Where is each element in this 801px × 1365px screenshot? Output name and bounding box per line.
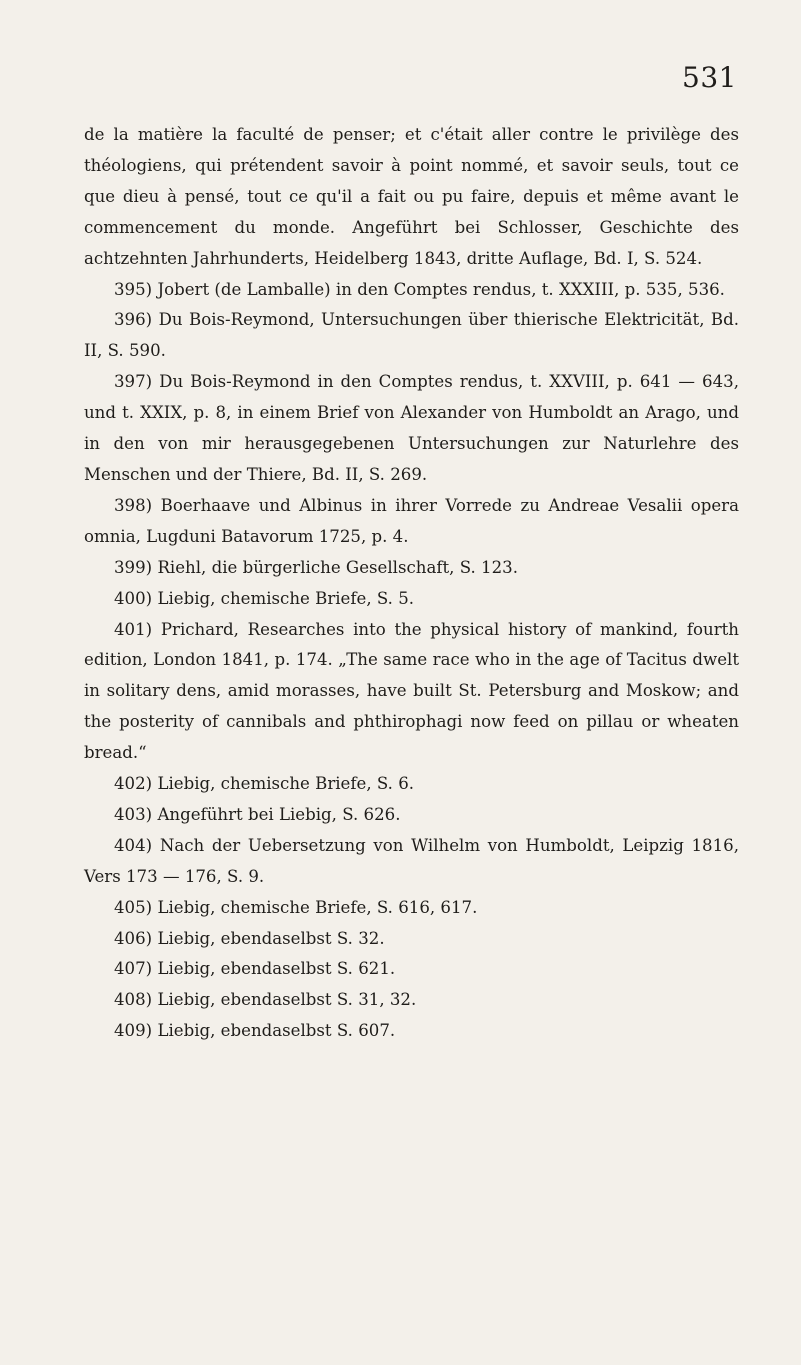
intro-paragraph: de la matière la faculté de penser; et c'était aller contre le privilège des théologiens, qui prétendent savoir à point nommé, et savoir seuls, tout ce que dieu à pensé, tout ce qu'il a fait ou pu faire, depuis et même avant le commencement du monde. Angeführt bei Schlosser, Geschichte des achtzehnten Jahrhunderts, Heidelberg 1843, dritte Auflage, Bd. I, S. 524. [84, 125, 739, 268]
note-405 [84, 893, 739, 924]
note-text: Riehl, die bürgerliche Gesellschaft, S. 123. [157, 557, 518, 577]
note-407 [84, 954, 739, 985]
note-number: 406) [114, 928, 153, 948]
note-text: Liebig, chemische Briefe, S. 5. [157, 588, 415, 608]
note-408 [84, 985, 739, 1016]
note-number: 396) [114, 310, 153, 330]
note-406 [84, 924, 739, 955]
note-number: 408) [114, 990, 153, 1010]
note-text: Prichard, Researches into the physical history of mankind, fourth edition, London 1841, p. 174. „The same race who in the age of Tacitus dwelt in solitary dens, amid morasses, have built St. Petersburg and Moskow; and the posterity of cannibals and phthirophagi now feed on pillau or wheaten bread.“ [84, 619, 739, 763]
note-text: Liebig, chemische Briefe, S. 6. [157, 774, 415, 794]
note-number: 404) [114, 835, 153, 855]
note-number: 409) [114, 1021, 153, 1041]
note-number: 403) [114, 804, 153, 824]
note-text: Du Bois-Reymond, Untersuchungen über thierische Elektricität, Bd. II, S. 590. [84, 310, 740, 361]
note-number: 398) [114, 495, 153, 515]
note-text: Liebig, chemische Briefe, S. 616, 617. [157, 897, 478, 917]
note-397 [84, 367, 739, 491]
note-401 [84, 615, 739, 770]
note-400 [84, 584, 739, 615]
note-409 [84, 1016, 739, 1047]
note-number: 401) [114, 619, 153, 639]
note-number: 402) [114, 774, 153, 794]
note-number: 400) [114, 588, 153, 608]
note-number: 397) [114, 372, 153, 392]
note-398 [84, 491, 739, 553]
note-number: 395) [114, 279, 153, 299]
note-text: Angeführt bei Liebig, S. 626. [157, 804, 401, 824]
note-text: Liebig, ebendaselbst S. 32. [157, 928, 385, 948]
note-text: Jobert (de Lamballe) in den Comptes rendus, t. XXXIII, p. 535, 536. [157, 279, 725, 299]
note-404 [84, 831, 739, 893]
note-399 [84, 553, 739, 584]
note-395 [84, 275, 739, 306]
note-text: Boerhaave und Albinus in ihrer Vorrede zu Andreae Vesalii opera omnia, Lugduni Batavorum 1725, p. 4. [84, 495, 739, 546]
note-402 [84, 769, 739, 800]
note-text: Liebig, ebendaselbst S. 31, 32. [157, 990, 417, 1010]
note-396 [84, 305, 739, 367]
note-403 [84, 800, 739, 831]
note-text: Du Bois-Reymond in den Comptes rendus, t. XXVIII, p. 641 — 643, und t. XXIX, p. 8, in einem Brief von Alexander von Humboldt an Arago, und in den von mir herausgegebenen Untersuchungen zur Naturlehre des Menschen und der Thiere, Bd. II, S. 269. [84, 372, 739, 484]
note-number: 399) [114, 557, 153, 577]
note-text: Liebig, ebendaselbst S. 621. [157, 959, 396, 979]
note-number: 407) [114, 959, 153, 979]
page-number: 531 [682, 61, 737, 94]
page-body [84, 120, 739, 1047]
note-text: Liebig, ebendaselbst S. 607. [157, 1021, 396, 1041]
note-number: 405) [114, 897, 153, 917]
note-text: Nach der Uebersetzung von Wilhelm von Humboldt, Leipzig 1816, Vers 173 — 176, S. 9. [84, 835, 739, 886]
